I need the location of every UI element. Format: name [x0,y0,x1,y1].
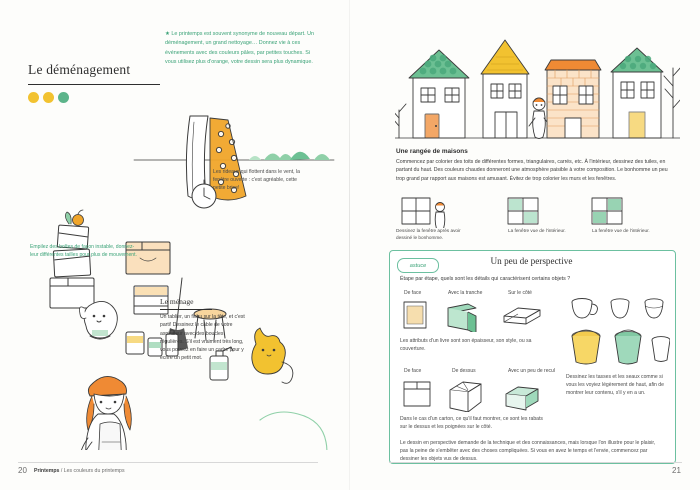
window-caption-2: La fenêtre vue de l'intérieur. [508,228,566,233]
book-perspective-sketches [400,298,560,332]
houses-illustration [395,26,680,144]
window-sketches [396,196,666,228]
left-illustration [14,100,344,450]
page-title: Le déménagement [28,62,131,77]
row2-label-2: De dessus [452,368,476,374]
cups-buckets-sketches [566,292,670,372]
footer-chapter: Printemps [34,468,60,474]
footer-left [34,468,125,474]
intro-paragraph: ★ Le printemps est souvent synonyme de nouveau départ. Un déménagement, un grand nettoyage… Donnez vie à ces événements avec des couleurs pâles, par petites touches. Si vous utilisez plus d'orange, votre dessin sera plus dynamique. [165,31,314,65]
astuce-closing-text: Le dessin en perspective demande de la technique et des connaissances, mais lorsque l'on illustre pour le plaisir, pas la peine de s'embêter avec des choses compliquées. Si vous en avez le temps et l'envie, commencez par dessiner les objets vus de dessus. [400,440,656,462]
page-gutter [349,0,350,490]
window-caption-3: La fenêtre vue de l'intérieur. [592,228,650,233]
row1-label-2: Avec la tranche [448,290,483,296]
carton-perspective-sketches [400,376,560,412]
row1-caption: Les attributs d'un livre sont son épaisseur, son style, ou sa couverture. [400,338,532,352]
footer-rule-right [389,462,682,463]
row2-caption: Dans le cas d'un carton, ce qu'il faut montrer, ce sont les rabats sur le dessus et les poignées sur le côté. [400,416,543,430]
footer-section: / Les couleurs du printemps [59,468,125,474]
menage-heading: Le ménage [160,297,194,306]
page-number-left: 20 [18,466,27,475]
menage-underline [160,309,212,310]
astuce-title: Un peu de perspective [490,256,573,266]
row2-label-3: Avec un peu de recul [508,368,555,374]
houses-paragraph: Commencez par colorier des toits de différentes formes, triangulaires, carrés, etc. À l'intérieur, dessinez des tuiles, en partant du haut. Des couleurs chaudes donneront une atmosphère paisible à votre composition. Le bonhomme un peu trop grand par rapport aux maisons est amusant. Évitez de trop colorier les murs et les fenêtres. [396,159,668,182]
title-underline [28,84,160,85]
footer-rule-left [18,462,318,463]
astuce-badge: astuce [397,258,439,273]
row2-label-1: De face [404,368,422,374]
window-caption-1: Dessinez la fenêtre après avoir dessiné le bonhomme. [396,228,461,240]
row1-label-3: Sur le côté [508,290,532,296]
menage-paragraph: Un tablier, un fichu sur la tête, et c'est parti! Dessinez le câble de votre aspirateur avec des boucles régulières. S'il est vraiment très long, vous pouvez en faire un cadre pour y écrire un petit mot. [160,314,245,362]
callout-curtain: Les rideaux qui flottent dans le vent, la fenêtre ouverte : c'est agréable, cette petite brise! [213,169,300,192]
page-number-right: 21 [672,466,681,475]
cups-caption: Dessinez les tasses et les seaux comme si vous les voyiez légèrement de haut, afin de montrer leur contenu, s'il y en a un. [566,374,664,396]
callout-stack: Empilez des boîtes de façon instable, donnez-leur différentes tailles pour plus de mouvement. [30,244,137,259]
astuce-subtitle: Étape par étape, quels sont les détails qui caractérisent certains objets ? [400,276,571,282]
row1-label-1: De face [404,290,422,296]
houses-heading: Une rangée de maisons [396,148,468,155]
